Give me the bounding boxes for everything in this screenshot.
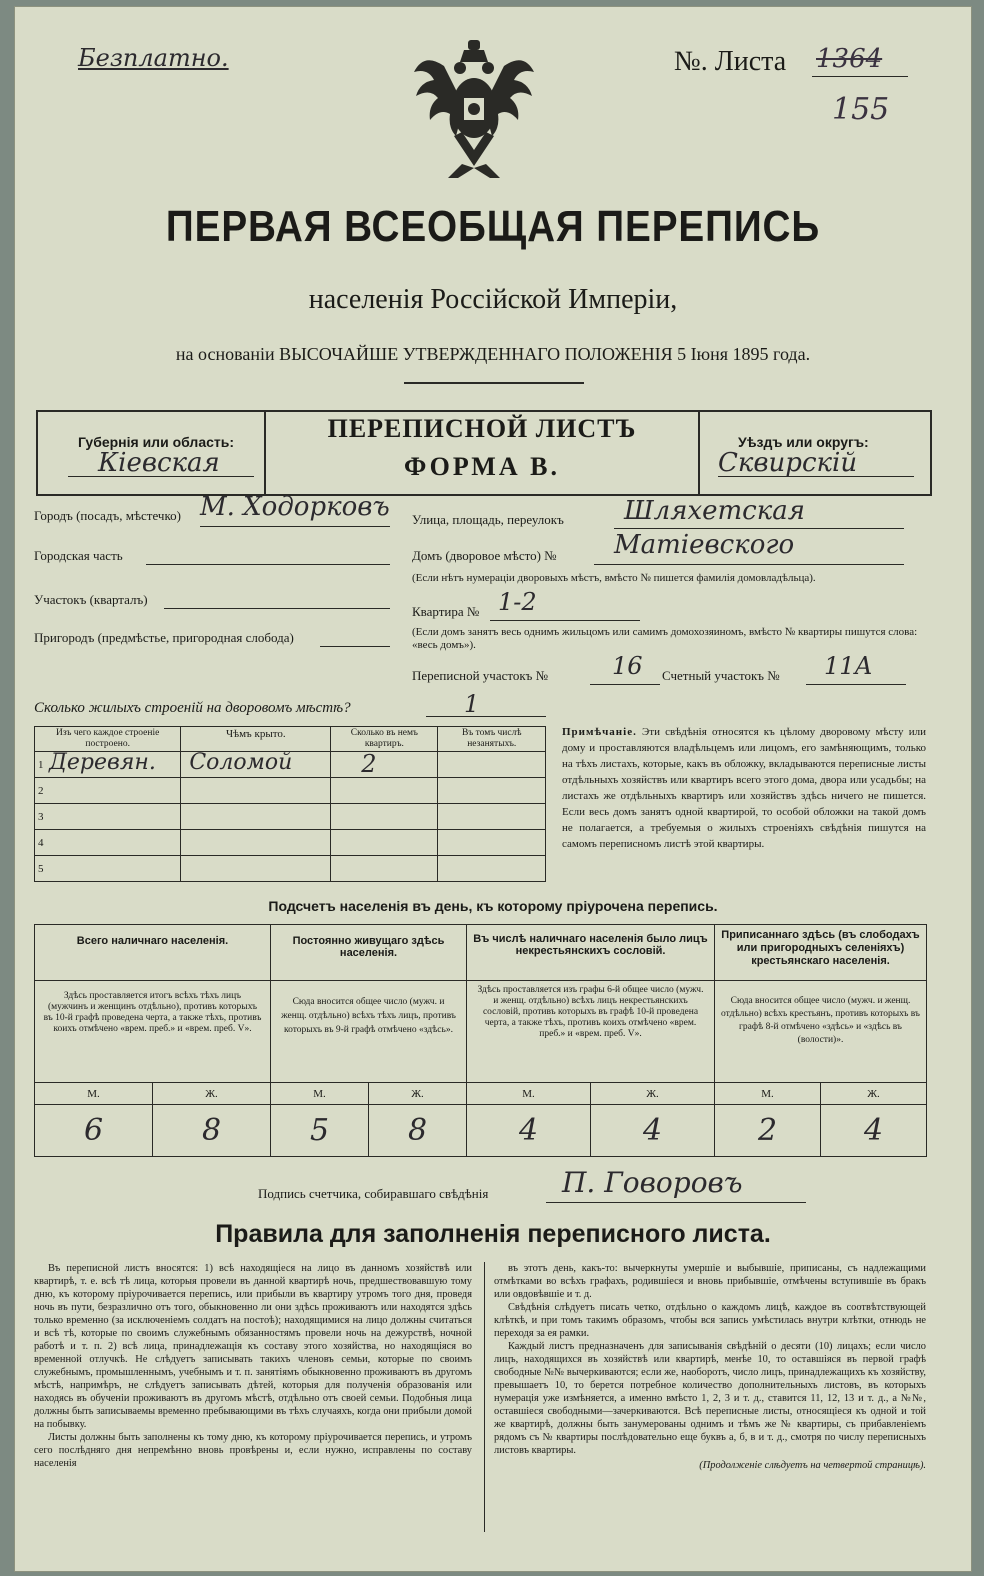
female-header: Ж. [153, 1083, 271, 1105]
buildings-question: Сколько жилыхъ строеній на дворовомъ мѣстѣ? [34, 700, 351, 716]
apartment-note: (Если домъ занятъ весь однимъ жильцомъ или самимъ домохозяиномъ, вмѣсто № квартиры пишутся слова: «весь домъ»). [412, 626, 918, 651]
population-header-peasant: Приписаннаго здѣсь (въ слободахъ или пригородныхъ селеніяхъ) крестьянскаго населенія. [715, 925, 927, 981]
district-value[interactable]: Сквирскій [718, 448, 858, 478]
vacant-cell[interactable] [438, 856, 546, 882]
city-label: Городъ (посадъ, мѣстечко) [34, 508, 181, 523]
table-row: 4 [35, 830, 546, 856]
population-header-permanent: Постоянно живущаго здѣсь населенія. [271, 925, 467, 981]
page-subtitle: населенія Россійской Имперіи, [308, 284, 678, 315]
population-table [34, 924, 927, 1157]
table-row: 3 [35, 804, 546, 830]
note-label: Примѣчаніе. [562, 726, 637, 738]
house-note: (Если нѣтъ нумераціи дворовыхъ мѣстъ, вмѣсто № пишется фамилія домовладѣльца). [412, 572, 816, 584]
population-header-total: Всего наличнаго населенія. [35, 925, 271, 981]
nonpeasant-male-count[interactable]: 4 [467, 1105, 591, 1157]
buildings-header-apartments: Сколько въ немъ квартиръ. [331, 727, 438, 752]
roof-cell[interactable]: Соломой [189, 750, 293, 775]
bleed-through-text [34, 92, 294, 102]
male-header: М. [35, 1083, 153, 1105]
sheet-number-value-corrected: 155 [832, 92, 890, 127]
buildings-header-roof: Чѣмъ крыто. [181, 727, 331, 752]
city-part-field[interactable] [146, 564, 390, 565]
buildings-header-material: Изъ чего каждое строеніе построено. [35, 727, 181, 752]
form-name: ФОРМА В. [404, 452, 560, 481]
vacant-cell[interactable] [438, 778, 546, 804]
page-title: ПЕРВАЯ ВСЕОБЩАЯ ПЕРЕПИСЬ [165, 202, 821, 251]
population-desc-permanent: Сюда вносится общее число (мужч. и женщ. отдѣльно) всѣхъ тѣхъ лицъ, противъ которыхъ въ 9-й графѣ отмѣчено «здѣсь». [271, 981, 467, 1083]
count-area-value[interactable]: 11А [824, 652, 873, 680]
city-part-label: Городская часть [34, 548, 123, 563]
female-header: Ж. [821, 1083, 927, 1105]
roof-cell[interactable] [181, 856, 331, 882]
census-area-label: Переписной участокъ № [412, 668, 549, 683]
census-sheet [14, 6, 972, 1572]
city-value[interactable]: М. Ходорковъ [200, 492, 390, 522]
suburb-field[interactable] [320, 646, 390, 647]
apartments-cell[interactable] [331, 778, 438, 804]
note-block [562, 724, 926, 852]
street-value[interactable]: Шляхетская [624, 496, 805, 526]
census-area-value[interactable]: 16 [612, 652, 643, 680]
table-row: 5 [35, 856, 546, 882]
district-label: Уѣздъ или округъ: [738, 434, 869, 450]
rules-column-2 [494, 1262, 926, 1472]
peasant-female-count[interactable]: 4 [821, 1105, 927, 1157]
apartments-cell[interactable] [331, 856, 438, 882]
population-title: Подсчетъ населенія въ день, къ которому пріурочена перепись. [268, 898, 718, 914]
table-row: 1 Деревян. Соломой 2 [35, 752, 546, 778]
signature-value[interactable]: П. Говоровъ [562, 1166, 743, 1199]
total-male-count[interactable]: 6 [35, 1105, 153, 1157]
male-header: М. [271, 1083, 369, 1105]
house-value[interactable]: Матіевского [614, 530, 795, 560]
street-label: Улица, площадь, переулокъ [412, 512, 564, 527]
apartment-value[interactable]: 1-2 [498, 588, 537, 616]
form-title: ПЕРЕПИСНОЙ ЛИСТЪ [327, 414, 637, 443]
note-text: Эти свѣдѣнія относятся къ цѣлому дворовому мѣсту или дому и проставляются владѣльцемъ или лицомъ, его замѣняющимъ, только на тѣхъ листахъ, которые, какъ въ обложку, вкладываются переписные листы отдѣльныхъ хозяйствъ или квартиръ всего этого дома, двора или усадьбы; на листахъ же отдѣльныхъ квартиръ или хозяйствъ здѣсь ничего не пишется. Если весь домъ занятъ одной квартирой, то особой обложки на такой домъ не полагается, а требуемыя о жилыхъ строеніяхъ свѣдѣнія пишутся на самомъ переписномъ листѣ этой квартиры. [562, 726, 926, 850]
rules-paragraph: Свѣдѣнія слѣдуетъ писать четко, отдѣльно о каждомъ лицѣ, каждое въ соотвѣтствующей клѣткѣ, и при томъ такимъ образомъ, чтобы вся запись умѣстилась внутри клѣтки, отнюдь не переходя за ея рамки. [494, 1302, 926, 1339]
house-label: Домъ (дворовое мѣсто) № [412, 548, 557, 563]
buildings-answer[interactable]: 1 [464, 690, 480, 718]
suburb-label: Пригородъ (предмѣстье, пригородная слобода) [34, 630, 294, 645]
rules-column-1 [34, 1262, 472, 1470]
signature-label: Подпись счетчика, собиравшаго свѣдѣнія [258, 1186, 489, 1201]
population-desc-nonpeasant: Здѣсь проставляется изъ графы 6-й общее число (мужч. и женщ. отдѣльно) всѣхъ лицъ некрестьянскихъ сословій, противъ которыхъ въ графѣ 10-й проведена черта, а также тѣхъ, противъ коихъ отмѣчено «врем. преб.» и «врем. преб. V». [467, 981, 715, 1083]
population-desc-peasant: Сюда вносится общее число (мужч. и женщ. отдѣльно) всѣхъ крестьянъ, противъ которыхъ въ графѣ 8-й отмѣчено «здѣсь» и «здѣсь въ (волости)». [715, 981, 927, 1083]
table-row: 2 [35, 778, 546, 804]
population-header-nonpeasant: Въ числѣ наличнаго населенія было лицъ некрестьянскихъ сословій. [467, 925, 715, 981]
roof-cell[interactable] [181, 804, 331, 830]
section-field[interactable] [164, 608, 390, 609]
province-label: Губернія или область: [78, 434, 235, 450]
section-label: Участокъ (кварталъ) [34, 592, 148, 607]
buildings-header-vacant: Въ томъ числѣ незанятыхъ. [438, 727, 546, 752]
province-value[interactable]: Кіевская [98, 448, 220, 478]
male-header: М. [715, 1083, 821, 1105]
apartments-cell[interactable]: 2 [361, 750, 377, 778]
roof-cell[interactable] [181, 830, 331, 856]
peasant-male-count[interactable]: 2 [715, 1105, 821, 1157]
rules-paragraph: Каждый листъ предназначенъ для записыванія свѣдѣній о десяти (10) лицахъ; если число лицъ, находящихся въ хозяйствѣ или квартирѣ, менѣе 10, то оставшіяся въ первой графѣ свободные №№ вычеркиваются; если же, наоборотъ, число лицъ, принадлежащихъ къ хозяйству, превышаетъ 10, то берется потребное количество дополнительныхъ листовъ, въ которыхъ нумерація уже измѣняется, а именно вмѣсто 1, 2, 3 и т. д., ставится 11, 12, 13 и т. д., а №№, оставшіеся свободными—зачеркиваются. Всѣ переписные листы, относящіеся къ одной и той же квартирѣ, должны быть занумерованы однимъ и тѣмъ же № квартиры, съ прибавленіемъ рядомъ съ № квартиры послѣдовательно еще буквъ а, б, в и т. д., смотря по числу переписныхъ листовъ квартиры. [494, 1341, 926, 1456]
count-area-label: Счетный участокъ № [662, 668, 780, 683]
rules-continued: (Продолженіе слѣдуетъ на четвертой страницѣ). [699, 1460, 926, 1471]
apartment-label: Квартира № [412, 604, 480, 619]
imperial-eagle-emblem [404, 36, 544, 186]
female-header: Ж. [369, 1083, 467, 1105]
rules-paragraph: въ этотъ день, какъ-то: вычеркнуты умершіе и выбывшіе, приписаны, съ надлежащими отмѣтками во всѣхъ графахъ, родившіеся и вновь прибывшіе, отмѣчены вступившіе въ бракъ или овдовѣвшіе и т. д. [494, 1263, 926, 1300]
total-female-count[interactable]: 8 [153, 1105, 271, 1157]
permanent-male-count[interactable]: 5 [271, 1105, 369, 1157]
roof-cell[interactable] [181, 778, 331, 804]
sheet-number-label: №. Листа [674, 46, 787, 77]
form-box [36, 410, 932, 496]
vacant-cell[interactable] [438, 752, 546, 778]
rules-title: Правила для заполненія переписного листа. [215, 1220, 771, 1248]
buildings-table [34, 726, 546, 882]
apartments-cell[interactable] [331, 804, 438, 830]
legal-basis: на основаніи ВЫСОЧАЙШЕ УТВЕРЖДЕННАГО ПОЛОЖЕНІЯ 5 Іюня 1895 года. [175, 344, 811, 364]
rules-divider [484, 1262, 485, 1532]
title-rule [404, 382, 584, 384]
nonpeasant-female-count[interactable]: 4 [591, 1105, 715, 1157]
free-label: Безплатно. [78, 44, 229, 72]
population-desc-total: Здѣсь проставляется итогъ всѣхъ тѣхъ лицъ (мужчинъ и женщинъ отдѣльно), противъ которыхъ въ 10-й графѣ проведена черта, а также тѣхъ, противъ коихъ отмѣчено «врем. преб.» и «врем. преб. V». [35, 981, 271, 1083]
permanent-female-count[interactable]: 8 [369, 1105, 467, 1157]
rules-paragraph: Въ переписной листъ вносятся: 1) всѣ находящіеся на лицо въ данномъ хозяйствѣ или квартирѣ, т. е. всѣ тѣ лица, которыя провели въ данной квартирѣ ночь, предшествовавшую тому дню, къ которому пріурочивается перепись, или прибыли въ квартиру утромъ того дня, проведя ночь въ пути, безразлично отъ того, обыкновенно ли они здѣсь проживаютъ или находятся здѣсь только временно (за исключеніемъ солдатъ на постоѣ); находящимися на лицо должны считаться и всѣ тѣ, которые по своимъ служебнымъ обязанностямъ провели ночь на дежурствѣ, ночной работѣ и т. п. 2) всѣ лица, принадлежащія къ составу этого хозяйства, но находящіяся во временной отлучкѣ. Не слѣдуетъ записывать такихъ членовъ семьи, которые по своимъ служебнымъ, промышленнымъ, учебнымъ и т. п. занятіямъ обыкновенно проживаютъ въ другомъ мѣстѣ, напримѣръ, не слѣдуетъ записывать дѣтей, которыя для полученія образованія или находясь въ обученіи проживаютъ въ другомъ мѣстѣ, отдѣльно отъ своей семьи. Подобныя лица должны быть записываемы временно пребывающими въ тѣхъ случаяхъ, когда они прибыли домой на побывку. [34, 1263, 472, 1430]
vacant-cell[interactable] [438, 830, 546, 856]
female-header: Ж. [591, 1083, 715, 1105]
material-cell[interactable]: Деревян. [49, 750, 156, 775]
sheet-number-value: 1364 [816, 44, 883, 74]
apartments-cell[interactable] [331, 830, 438, 856]
vacant-cell[interactable] [438, 804, 546, 830]
rules-paragraph: Листы должны быть заполнены къ тому дню, къ которому пріурочивается перепись, и утромъ сего послѣдняго дня непремѣнно вновь провѣрены и, если нужно, исправлены по составу населенія [34, 1432, 472, 1469]
male-header: М. [467, 1083, 591, 1105]
